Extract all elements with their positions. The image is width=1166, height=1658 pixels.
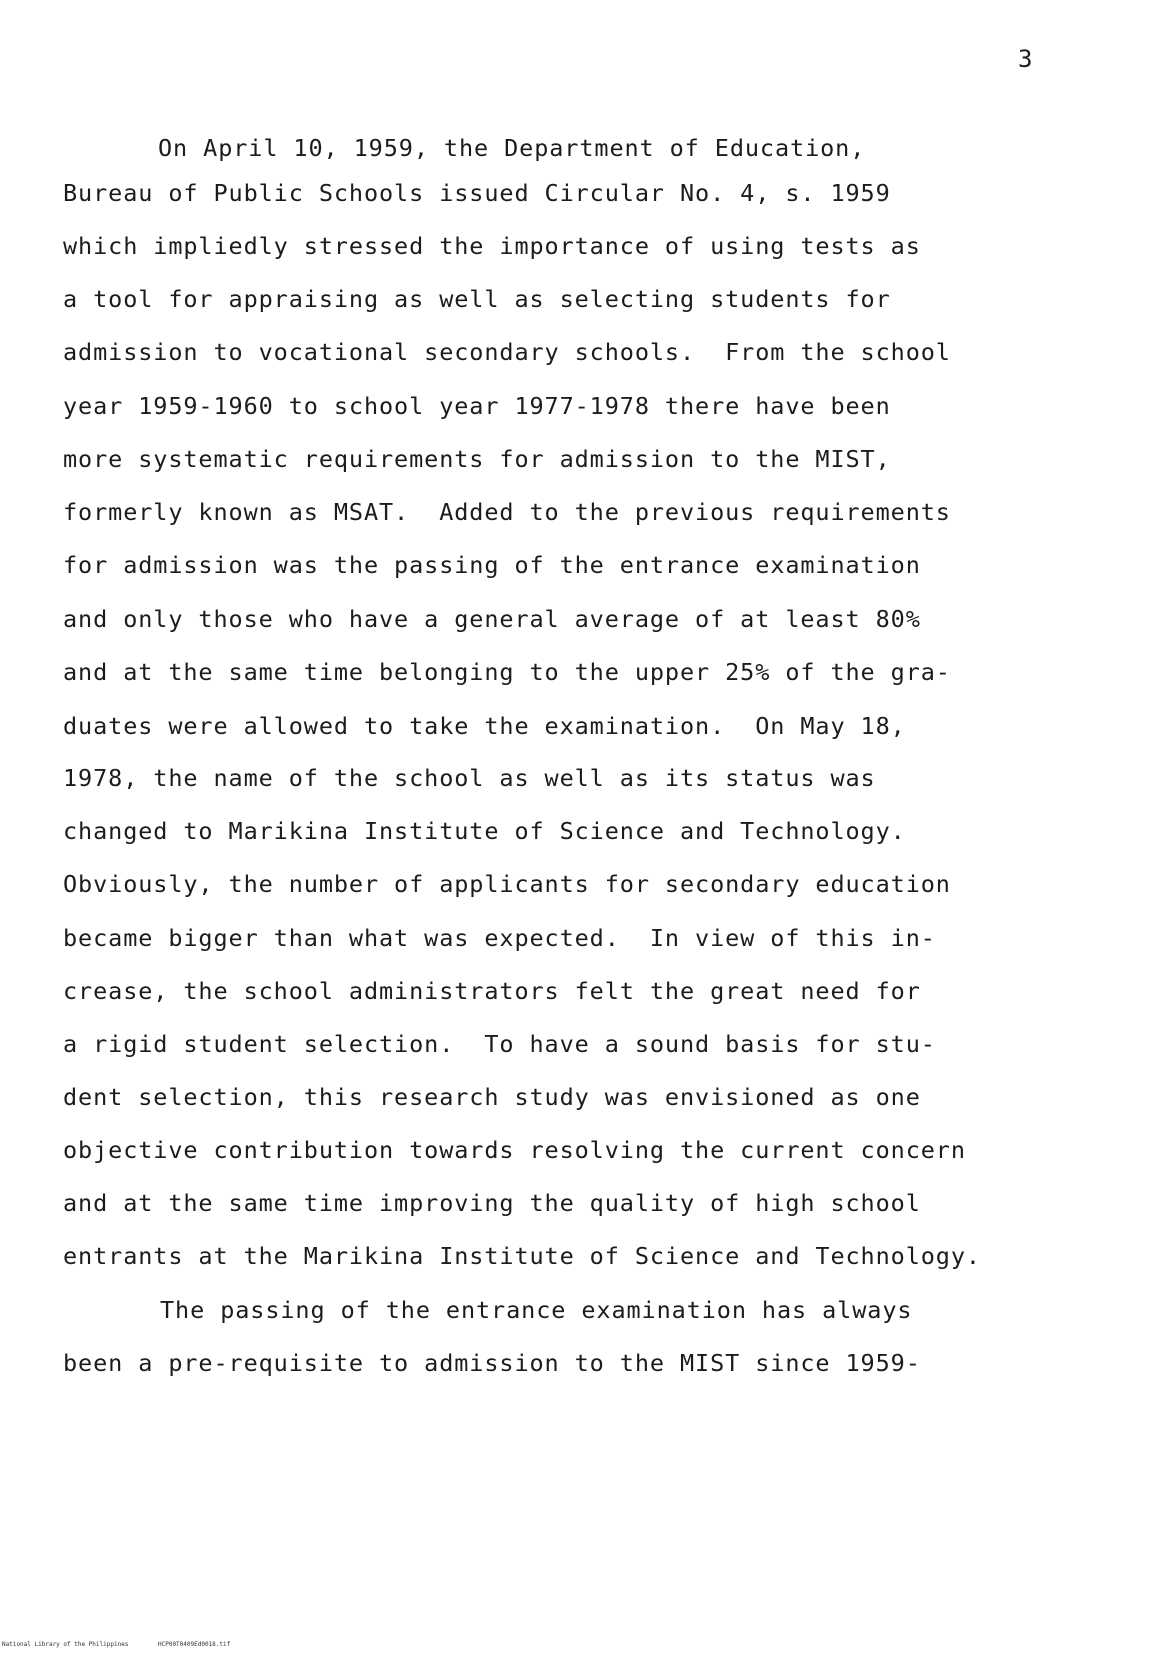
text-line: The passing of the entrance examination has always (160, 1296, 913, 1324)
text-line: On April 10, 1959, the Department of Education, (158, 134, 866, 162)
text-line: more systematic requirements for admission to the MIST, (63, 445, 891, 473)
footer-file-id: HCP00T0409Ed0018.tif (158, 1641, 231, 1648)
text-line: and at the same time belonging to the upper 25% of the gra- (63, 658, 951, 686)
text-line: crease, the school administrators felt the great need for (63, 977, 921, 1005)
text-line: for admission was the passing of the entrance examination (63, 551, 921, 579)
text-line: entrants at the Marikina Institute of Science and Technology. (63, 1242, 981, 1270)
text-line: and only those who have a general average of at least 80% (63, 605, 921, 633)
text-line: year 1959-1960 to school year 1977-1978 there have been (63, 392, 891, 420)
text-line: been a pre-requisite to admission to the MIST since 1959- (63, 1349, 921, 1377)
text-line: dent selection, this research study was envisioned as one (63, 1083, 921, 1111)
text-line: a rigid student selection. To have a sound basis for stu- (63, 1030, 936, 1058)
page-number: 3 (1018, 45, 1033, 73)
text-line: a tool for appraising as well as selecting students for (63, 285, 891, 313)
text-line: Obviously, the number of applicants for secondary education (63, 870, 951, 898)
text-line: Bureau of Public Schools issued Circular No. 4, s. 1959 (63, 179, 891, 207)
text-line: admission to vocational secondary schools. From the school (63, 338, 951, 366)
text-line: formerly known as MSAT. Added to the previous requirements (63, 498, 951, 526)
text-line: and at the same time improving the quality of high school (63, 1189, 921, 1217)
text-line: duates were allowed to take the examination. On May 18, (63, 712, 906, 740)
text-line: which impliedly stressed the importance of using tests as (63, 232, 921, 260)
text-line: changed to Marikina Institute of Science and Technology. (63, 817, 906, 845)
footer-library-credit: National Library of the Philippines (2, 1641, 129, 1648)
text-line: became bigger than what was expected. In view of this in- (63, 924, 936, 952)
text-line: objective contribution towards resolving the current concern (63, 1136, 966, 1164)
text-line: 1978, the name of the school as well as its status was (63, 764, 876, 792)
